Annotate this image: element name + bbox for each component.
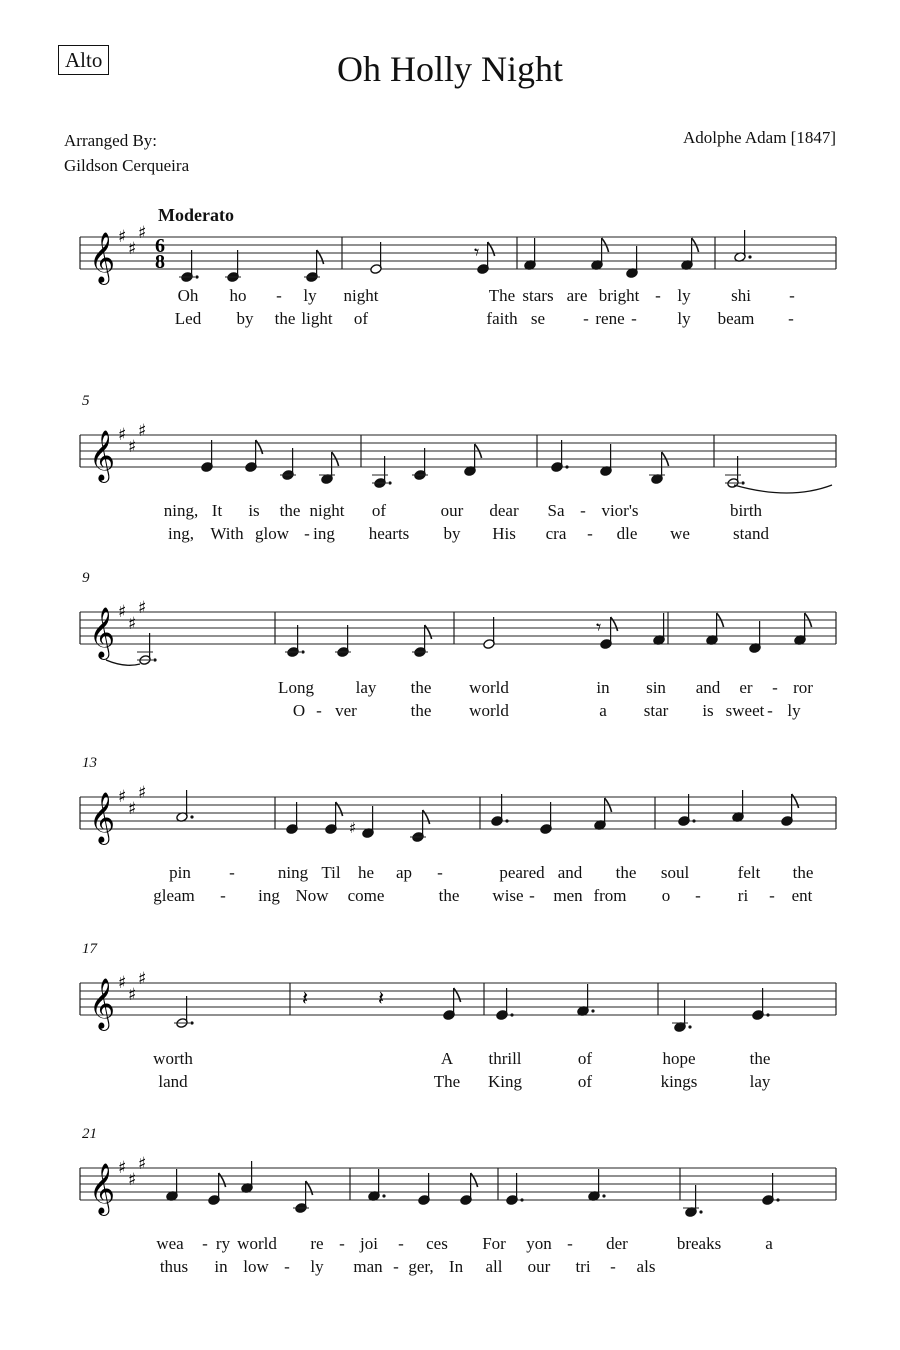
sharp-icon: ♯ bbox=[118, 1158, 127, 1178]
lyric-verse1-syllable: Til bbox=[321, 863, 341, 882]
lyric-verse2-syllable: His bbox=[492, 524, 516, 543]
staff-system bbox=[0, 570, 900, 722]
lyric-verse1-syllable: a bbox=[765, 1234, 773, 1253]
sharp-icon: ♯ bbox=[128, 1170, 137, 1190]
treble-clef-icon: 𝄞 bbox=[89, 232, 116, 283]
lyric-verse2-syllable: thus bbox=[159, 1257, 189, 1276]
lyric-verse1-syllable: - bbox=[580, 501, 586, 520]
note-flag bbox=[336, 802, 343, 816]
lyric-verse1-syllable: in bbox=[596, 678, 610, 697]
lyric-verse1-syllable: he bbox=[357, 863, 375, 882]
lyric-verse2-syllable: gleam bbox=[153, 886, 195, 905]
sharp-icon: ♯ bbox=[118, 425, 127, 445]
lyric-verse1-syllable: wea bbox=[156, 1234, 184, 1253]
sharp-icon: ♯ bbox=[138, 783, 147, 803]
lyric-verse2-syllable: ing bbox=[258, 886, 280, 905]
lyric-verse1-syllable: - bbox=[276, 286, 282, 305]
lyric-verse2-syllable: man bbox=[353, 1257, 383, 1276]
lyric-verse1-syllable: Long bbox=[278, 678, 314, 697]
lyric-verse1-syllable: der bbox=[606, 1234, 628, 1253]
lyric-verse2-syllable: we bbox=[670, 524, 690, 543]
lyric-verse2-syllable: kings bbox=[660, 1072, 698, 1091]
lyric-verse1-syllable: and bbox=[695, 678, 721, 697]
staff-system bbox=[0, 1126, 900, 1278]
sharp-icon: ♯ bbox=[128, 614, 137, 634]
lyric-verse1-syllable: felt bbox=[737, 863, 761, 882]
sharp-icon: ♯ bbox=[118, 787, 127, 807]
lyric-verse2-syllable: star bbox=[643, 701, 669, 720]
staff-svg bbox=[0, 777, 900, 847]
note-flag bbox=[454, 988, 461, 1002]
lyric-verse2-syllable: ri bbox=[737, 886, 749, 905]
lyric-verse1-syllable: lay bbox=[355, 678, 377, 697]
lyric-verse1-syllable: For bbox=[482, 1234, 506, 1253]
augmentation-dot bbox=[382, 1194, 385, 1197]
time-signature-bottom: 8 bbox=[155, 251, 165, 273]
lyric-verse2-syllable: - bbox=[220, 886, 226, 905]
lyric-verse2-syllable: by bbox=[443, 524, 461, 543]
augmentation-dot bbox=[741, 481, 744, 484]
lyric-verse2-syllable: ing, bbox=[168, 524, 194, 543]
lyric-verse1-syllable: - bbox=[789, 286, 795, 305]
lyric-verse2-syllable: in bbox=[214, 1257, 228, 1276]
lyric-verse1-syllable: - bbox=[202, 1234, 208, 1253]
augmentation-dot bbox=[388, 481, 391, 484]
treble-clef-icon: 𝄞 bbox=[89, 607, 116, 658]
lyric-verse2-syllable: the bbox=[274, 309, 296, 328]
note-flag bbox=[611, 617, 618, 631]
staff-svg bbox=[0, 963, 900, 1033]
lyric-verse1-syllable: pin bbox=[169, 863, 191, 882]
note-flag bbox=[488, 242, 495, 256]
augmentation-dot bbox=[565, 465, 568, 468]
measure-number: 21 bbox=[82, 1126, 97, 1142]
lyric-verse2-syllable: - bbox=[284, 1257, 290, 1276]
augmentation-dot bbox=[510, 1013, 513, 1016]
lyric-verse1-syllable: It bbox=[211, 501, 223, 520]
measure-number: 5 bbox=[82, 393, 90, 409]
lyric-verse1-syllable: the bbox=[749, 1049, 771, 1068]
lyric-verse1-syllable: night bbox=[343, 286, 379, 305]
lyric-verse1-syllable: breaks bbox=[676, 1234, 722, 1253]
lyric-verse1-syllable: ap bbox=[395, 863, 413, 882]
lyric-verse2-syllable: se bbox=[530, 309, 546, 328]
lyric-verse1-syllable: thrill bbox=[488, 1049, 522, 1068]
staff-system bbox=[0, 217, 900, 347]
lyric-verse1-syllable: - bbox=[339, 1234, 345, 1253]
augmentation-dot bbox=[602, 1194, 605, 1197]
sharp-icon: ♯ bbox=[128, 799, 137, 819]
lyric-verse1-syllable: the bbox=[410, 678, 432, 697]
lyric-verse2-syllable: by bbox=[236, 309, 254, 328]
lyric-verse2-syllable: men bbox=[553, 886, 583, 905]
augmentation-dot bbox=[301, 650, 304, 653]
lyric-verse2-syllable: beam bbox=[717, 309, 755, 328]
lyric-verse1-syllable: yon bbox=[526, 1234, 552, 1253]
lyric-verse1-syllable: - bbox=[567, 1234, 573, 1253]
rest-icon: 𝄽 bbox=[378, 986, 385, 1010]
rest-icon: 𝄽 bbox=[302, 986, 309, 1010]
lyric-verse2-syllable: ger, bbox=[408, 1257, 434, 1276]
lyric-verse1-syllable: shi bbox=[731, 286, 751, 305]
note-flag bbox=[306, 1181, 313, 1195]
lyric-verse1-syllable: is bbox=[248, 501, 260, 520]
augmentation-dot bbox=[688, 1025, 691, 1028]
page-title: Oh Holly Night bbox=[336, 49, 563, 89]
lyric-verse1-syllable: night bbox=[309, 501, 345, 520]
measure-number: 13 bbox=[82, 755, 97, 771]
lyric-verse1-syllable: Sa bbox=[547, 501, 565, 520]
lyric-verse1-syllable: - bbox=[398, 1234, 404, 1253]
treble-clef-icon: 𝄞 bbox=[89, 430, 116, 481]
lyric-verse2-syllable: from bbox=[593, 886, 627, 905]
lyric-verse2-syllable: land bbox=[158, 1072, 188, 1091]
lyric-verse2-syllable: Now bbox=[295, 886, 329, 905]
note-flag bbox=[256, 440, 263, 454]
sharp-icon: ♯ bbox=[118, 602, 127, 622]
sharp-icon: ♯ bbox=[128, 239, 137, 259]
lyric-verse1-syllable: ror bbox=[793, 678, 813, 697]
lyric-verse2-syllable: - bbox=[316, 701, 322, 720]
lyric-verse2-syllable: the bbox=[410, 701, 432, 720]
lyric-verse2-syllable: - bbox=[695, 886, 701, 905]
lyric-verse2-syllable: faith bbox=[486, 309, 518, 328]
lyric-verse1-syllable: the bbox=[792, 863, 814, 882]
lyric-verse1-syllable: our bbox=[440, 501, 464, 520]
rest-icon: 𝄾 bbox=[474, 240, 480, 264]
arranger-name: Gildson Cerqueira bbox=[64, 156, 190, 175]
lyric-verse1-syllable: joi bbox=[360, 1234, 378, 1253]
lyric-verse1-syllable: ces bbox=[426, 1234, 448, 1253]
lyric-verse1-syllable: Oh bbox=[177, 286, 199, 305]
staff-svg bbox=[0, 1148, 900, 1218]
arranger-credit bbox=[64, 128, 189, 178]
sharp-icon: ♯ bbox=[128, 985, 137, 1005]
lyric-verse2-syllable: wise bbox=[492, 886, 524, 905]
staff-system bbox=[0, 755, 900, 907]
lyric-verse2-syllable: all bbox=[485, 1257, 503, 1276]
lyric-verse2-syllable: ing bbox=[313, 524, 335, 543]
lyric-verse2-syllable: tri bbox=[575, 1257, 591, 1276]
rest-icon: 𝄾 bbox=[596, 615, 602, 639]
lyric-verse2-syllable: - bbox=[304, 524, 310, 543]
part-label: Alto bbox=[58, 45, 109, 75]
lyric-verse2-syllable: of bbox=[353, 309, 369, 328]
lyric-verse2-syllable: lay bbox=[749, 1072, 771, 1091]
lyric-verse2-syllable: - bbox=[769, 886, 775, 905]
lyric-verse2-syllable: Led bbox=[174, 309, 202, 328]
lyric-verse2-syllable: als bbox=[636, 1257, 656, 1276]
lyric-verse2-syllable: a bbox=[599, 701, 607, 720]
lyric-verse2-syllable: With bbox=[210, 524, 244, 543]
staff-system bbox=[0, 941, 900, 1093]
augmentation-dot bbox=[195, 275, 198, 278]
augmentation-dot bbox=[748, 255, 751, 258]
lyric-verse2-syllable: the bbox=[438, 886, 460, 905]
lyric-verse1-syllable: ning, bbox=[163, 501, 199, 520]
lyric-verse1-syllable: of bbox=[577, 1049, 593, 1068]
augmentation-dot bbox=[692, 819, 695, 822]
lyric-verse2-syllable: ent bbox=[791, 886, 813, 905]
arranger-label: Arranged By: bbox=[64, 131, 158, 150]
lyric-verse1-syllable: peared bbox=[499, 863, 545, 882]
lyric-verse1-syllable: vior's bbox=[601, 501, 639, 520]
lyric-verse1-syllable: soul bbox=[660, 863, 690, 882]
tie bbox=[734, 485, 832, 493]
lyric-verse2-syllable: dle bbox=[616, 524, 638, 543]
tie bbox=[106, 660, 140, 665]
lyric-verse1-syllable: worth bbox=[153, 1049, 193, 1068]
lyric-verse1-syllable: ry bbox=[215, 1234, 231, 1253]
composer-credit: Adolphe Adam [1847] bbox=[683, 128, 836, 147]
treble-clef-icon: 𝄞 bbox=[89, 792, 116, 843]
lyric-verse2-syllable: stand bbox=[733, 524, 769, 543]
lyric-verse1-syllable: - bbox=[229, 863, 235, 882]
staff-svg bbox=[0, 592, 900, 662]
sharp-icon: ♯ bbox=[138, 598, 147, 618]
lyric-verse2-syllable: of bbox=[577, 1072, 593, 1091]
lyric-verse2-syllable: - bbox=[788, 309, 794, 328]
note-flag bbox=[792, 794, 799, 808]
lyric-verse2-syllable: is bbox=[702, 701, 714, 720]
lyric-verse1-syllable: are bbox=[566, 286, 588, 305]
tempo-marking: Moderato bbox=[158, 205, 234, 225]
treble-clef-icon: 𝄞 bbox=[89, 1163, 116, 1214]
lyric-verse1-syllable: of bbox=[371, 501, 387, 520]
staff-svg bbox=[0, 415, 900, 485]
lyric-verse2-syllable: world bbox=[469, 701, 509, 720]
staff-system bbox=[0, 393, 900, 545]
lyric-verse1-syllable: re bbox=[310, 1234, 324, 1253]
lyric-verse2-syllable: In bbox=[448, 1257, 464, 1276]
sharp-icon: ♯ bbox=[138, 421, 147, 441]
lyric-verse2-syllable: low bbox=[243, 1257, 269, 1276]
sharp-icon: ♯ bbox=[128, 437, 137, 457]
lyric-verse1-syllable: er bbox=[739, 678, 753, 697]
lyric-verse2-syllable: light bbox=[301, 309, 333, 328]
measure-number: 9 bbox=[82, 570, 90, 586]
lyric-verse1-syllable: The bbox=[488, 286, 516, 305]
lyric-verse1-syllable: - bbox=[437, 863, 443, 882]
staff-svg bbox=[0, 217, 900, 287]
lyric-verse2-syllable: cra bbox=[545, 524, 567, 543]
lyric-verse2-syllable: our bbox=[527, 1257, 551, 1276]
sharp-icon: ♯ bbox=[118, 973, 127, 993]
note-flag bbox=[423, 810, 430, 824]
lyric-verse2-syllable: ver bbox=[335, 701, 357, 720]
lyric-verse1-syllable: sin bbox=[646, 678, 666, 697]
lyric-verse2-syllable: - bbox=[587, 524, 593, 543]
note-flag bbox=[317, 250, 324, 264]
lyric-verse2-syllable: rene bbox=[595, 309, 625, 328]
augmentation-dot bbox=[153, 658, 156, 661]
lyric-verse1-syllable: ly bbox=[303, 286, 317, 305]
augmentation-dot bbox=[505, 819, 508, 822]
measure-number: 17 bbox=[82, 941, 97, 957]
sharp-icon: ♯ bbox=[138, 223, 147, 243]
note-flag bbox=[425, 625, 432, 639]
lyric-verse1-syllable: ho bbox=[229, 286, 247, 305]
lyric-verse2-syllable: - bbox=[767, 701, 773, 720]
lyric-verse1-syllable: world bbox=[237, 1234, 277, 1253]
lyric-verse2-syllable: - bbox=[583, 309, 589, 328]
sharp-icon: ♯ bbox=[349, 819, 357, 837]
lyric-verse1-syllable: - bbox=[655, 286, 661, 305]
lyric-verse1-syllable: A bbox=[440, 1049, 454, 1068]
lyric-verse1-syllable: the bbox=[615, 863, 637, 882]
lyric-verse1-syllable: world bbox=[469, 678, 509, 697]
lyric-verse1-syllable: bright bbox=[598, 286, 640, 305]
time-signature-top: 6 bbox=[155, 235, 165, 257]
sharp-icon: ♯ bbox=[138, 1154, 147, 1174]
note-flag bbox=[471, 1173, 478, 1187]
lyric-verse2-syllable: sweet bbox=[725, 701, 765, 720]
lyric-verse1-syllable: - bbox=[772, 678, 778, 697]
lyric-verse1-syllable: and bbox=[557, 863, 583, 882]
lyric-verse2-syllable: - bbox=[631, 309, 637, 328]
augmentation-dot bbox=[591, 1009, 594, 1012]
augmentation-dot bbox=[699, 1210, 702, 1213]
lyric-verse1-syllable: birth bbox=[729, 501, 763, 520]
lyric-verse2-syllable: - bbox=[610, 1257, 616, 1276]
lyric-verse1-syllable: ning bbox=[277, 863, 309, 882]
augmentation-dot bbox=[520, 1198, 523, 1201]
lyric-verse2-syllable: come bbox=[347, 886, 385, 905]
sharp-icon: ♯ bbox=[118, 227, 127, 247]
lyric-verse2-syllable: O bbox=[292, 701, 306, 720]
lyric-verse2-syllable: ly bbox=[787, 701, 801, 720]
lyric-verse2-syllable: ly bbox=[310, 1257, 324, 1276]
lyric-verse2-syllable: o bbox=[661, 886, 671, 905]
augmentation-dot bbox=[190, 1021, 193, 1024]
lyric-verse2-syllable: The bbox=[433, 1072, 461, 1091]
lyric-verse1-syllable: the bbox=[279, 501, 301, 520]
lyric-verse2-syllable: glow bbox=[255, 524, 289, 543]
augmentation-dot bbox=[766, 1013, 769, 1016]
sharp-icon: ♯ bbox=[138, 969, 147, 989]
lyric-verse2-syllable: - bbox=[529, 886, 535, 905]
note-flag bbox=[219, 1173, 226, 1187]
treble-clef-icon: 𝄞 bbox=[89, 978, 116, 1029]
lyric-verse2-syllable: - bbox=[393, 1257, 399, 1276]
lyric-verse2-syllable: hearts bbox=[368, 524, 410, 543]
lyric-verse1-syllable: hope bbox=[662, 1049, 696, 1068]
lyric-verse1-syllable: ly bbox=[677, 286, 691, 305]
augmentation-dot bbox=[190, 815, 193, 818]
lyric-verse1-syllable: dear bbox=[489, 501, 519, 520]
lyric-verse2-syllable: ly bbox=[677, 309, 691, 328]
augmentation-dot bbox=[776, 1198, 779, 1201]
lyric-verse2-syllable: King bbox=[488, 1072, 522, 1091]
lyric-verse1-syllable: stars bbox=[522, 286, 554, 305]
